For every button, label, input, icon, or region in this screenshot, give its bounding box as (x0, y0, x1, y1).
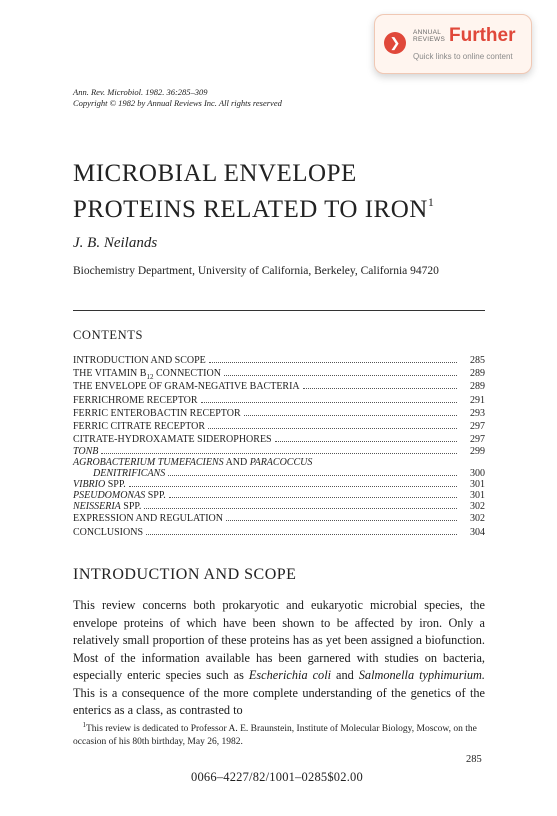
footnote-mark: 1 (82, 721, 86, 729)
page-number: 285 (466, 754, 482, 765)
toc-entry[interactable]: FERRICHROME RECEPTOR 291 (73, 394, 485, 406)
title-line-1: MICROBIAL ENVELOPE (73, 160, 357, 187)
badge-subtitle: Quick links to online content (413, 52, 513, 61)
toc-entry[interactable]: THE ENVELOPE OF GRAM-NEGATIVE BACTERIA 289 (73, 381, 485, 393)
toc-entry[interactable]: PSEUDOMONAS SPP. 301 (73, 490, 485, 502)
copyright-line: Copyright © 1982 by Annual Reviews Inc. All rights reserved (73, 98, 282, 108)
body-paragraph: This review concerns both prokaryotic and eukaryotic microbial species, the envelope proteins of which have been shown to be affected by iron. Only a relatively small proportion of these proteins has as yet been assigned a biofunction. Most of the information available has been garnered with studies on bacteria, especially enteric species such as Escherichia coli and Salmonella typhimurium. This is a consequence of the more complete understanding of the genetics of the enterics as a class, as contrasted to (73, 598, 486, 717)
toc-entry[interactable]: FERRIC ENTEROBACTIN RECEPTOR 293 (73, 407, 485, 419)
badge-further-label: Further (449, 25, 516, 46)
toc-entry[interactable]: THE VITAMIN $B_{12}$ CONNECTION 289 (73, 368, 485, 382)
toc-entry[interactable]: FERRIC CITRATE RECEPTOR 297 (73, 420, 485, 432)
species-name: Salmonella typhimurium. (358, 668, 486, 682)
toc-entry[interactable]: INTRODUCTION AND SCOPE 285 (73, 355, 485, 366)
further-badge[interactable] (374, 14, 532, 74)
toc-entry[interactable]: DENITRIFICANS 300 (93, 468, 485, 480)
toc-entry[interactable]: VIBRIO SPP. 301 (73, 479, 485, 491)
annual-reviews-logo-icon: ❯ (384, 32, 406, 54)
toc-entry[interactable]: CONCLUSIONS 304 (73, 526, 485, 538)
table-of-contents (73, 354, 485, 539)
article-title (73, 160, 434, 224)
author-name: J. B. Neilands (73, 235, 158, 251)
title-footnote-mark[interactable]: 1 (427, 195, 435, 209)
toc-entry[interactable]: TONB 299 (73, 446, 485, 458)
section-heading: INTRODUCTION AND SCOPE (73, 566, 297, 583)
section-divider (73, 310, 485, 311)
toc-entry[interactable]: CITRATE-HYDROXAMATE SIDEROPHORES 297 (73, 434, 485, 446)
contents-heading: CONTENTS (73, 328, 144, 342)
species-name: Escherichia coli (248, 668, 332, 682)
badge-publisher: ANNUAL REVIEWS (413, 29, 446, 43)
price-code: 0066–4227/82/1001–0285$02.00 (191, 770, 363, 784)
author-affiliation: Biochemistry Department, University of California, Berkeley, California 94720 (73, 265, 439, 277)
journal-reference: Ann. Rev. Microbiol. 1982. 36:285–309 (73, 87, 208, 97)
toc-entry[interactable]: AGROBACTERIUM TUMEFACIENS AND PARACOCCUS (73, 457, 313, 469)
toc-entry[interactable]: NEISSERIA SPP. 302 (73, 501, 485, 513)
footnote: $^1$This review is dedicated to Professor A. E. Braunstein, Institute of Molecular Biology, Moscow, on the occasion of his 80th birthday, May 26, 1982. (73, 721, 477, 748)
toc-entry[interactable]: EXPRESSION AND REGULATION 302 (73, 513, 485, 525)
title-line-2: PROTEINS RELATED TO IRON (73, 196, 428, 223)
